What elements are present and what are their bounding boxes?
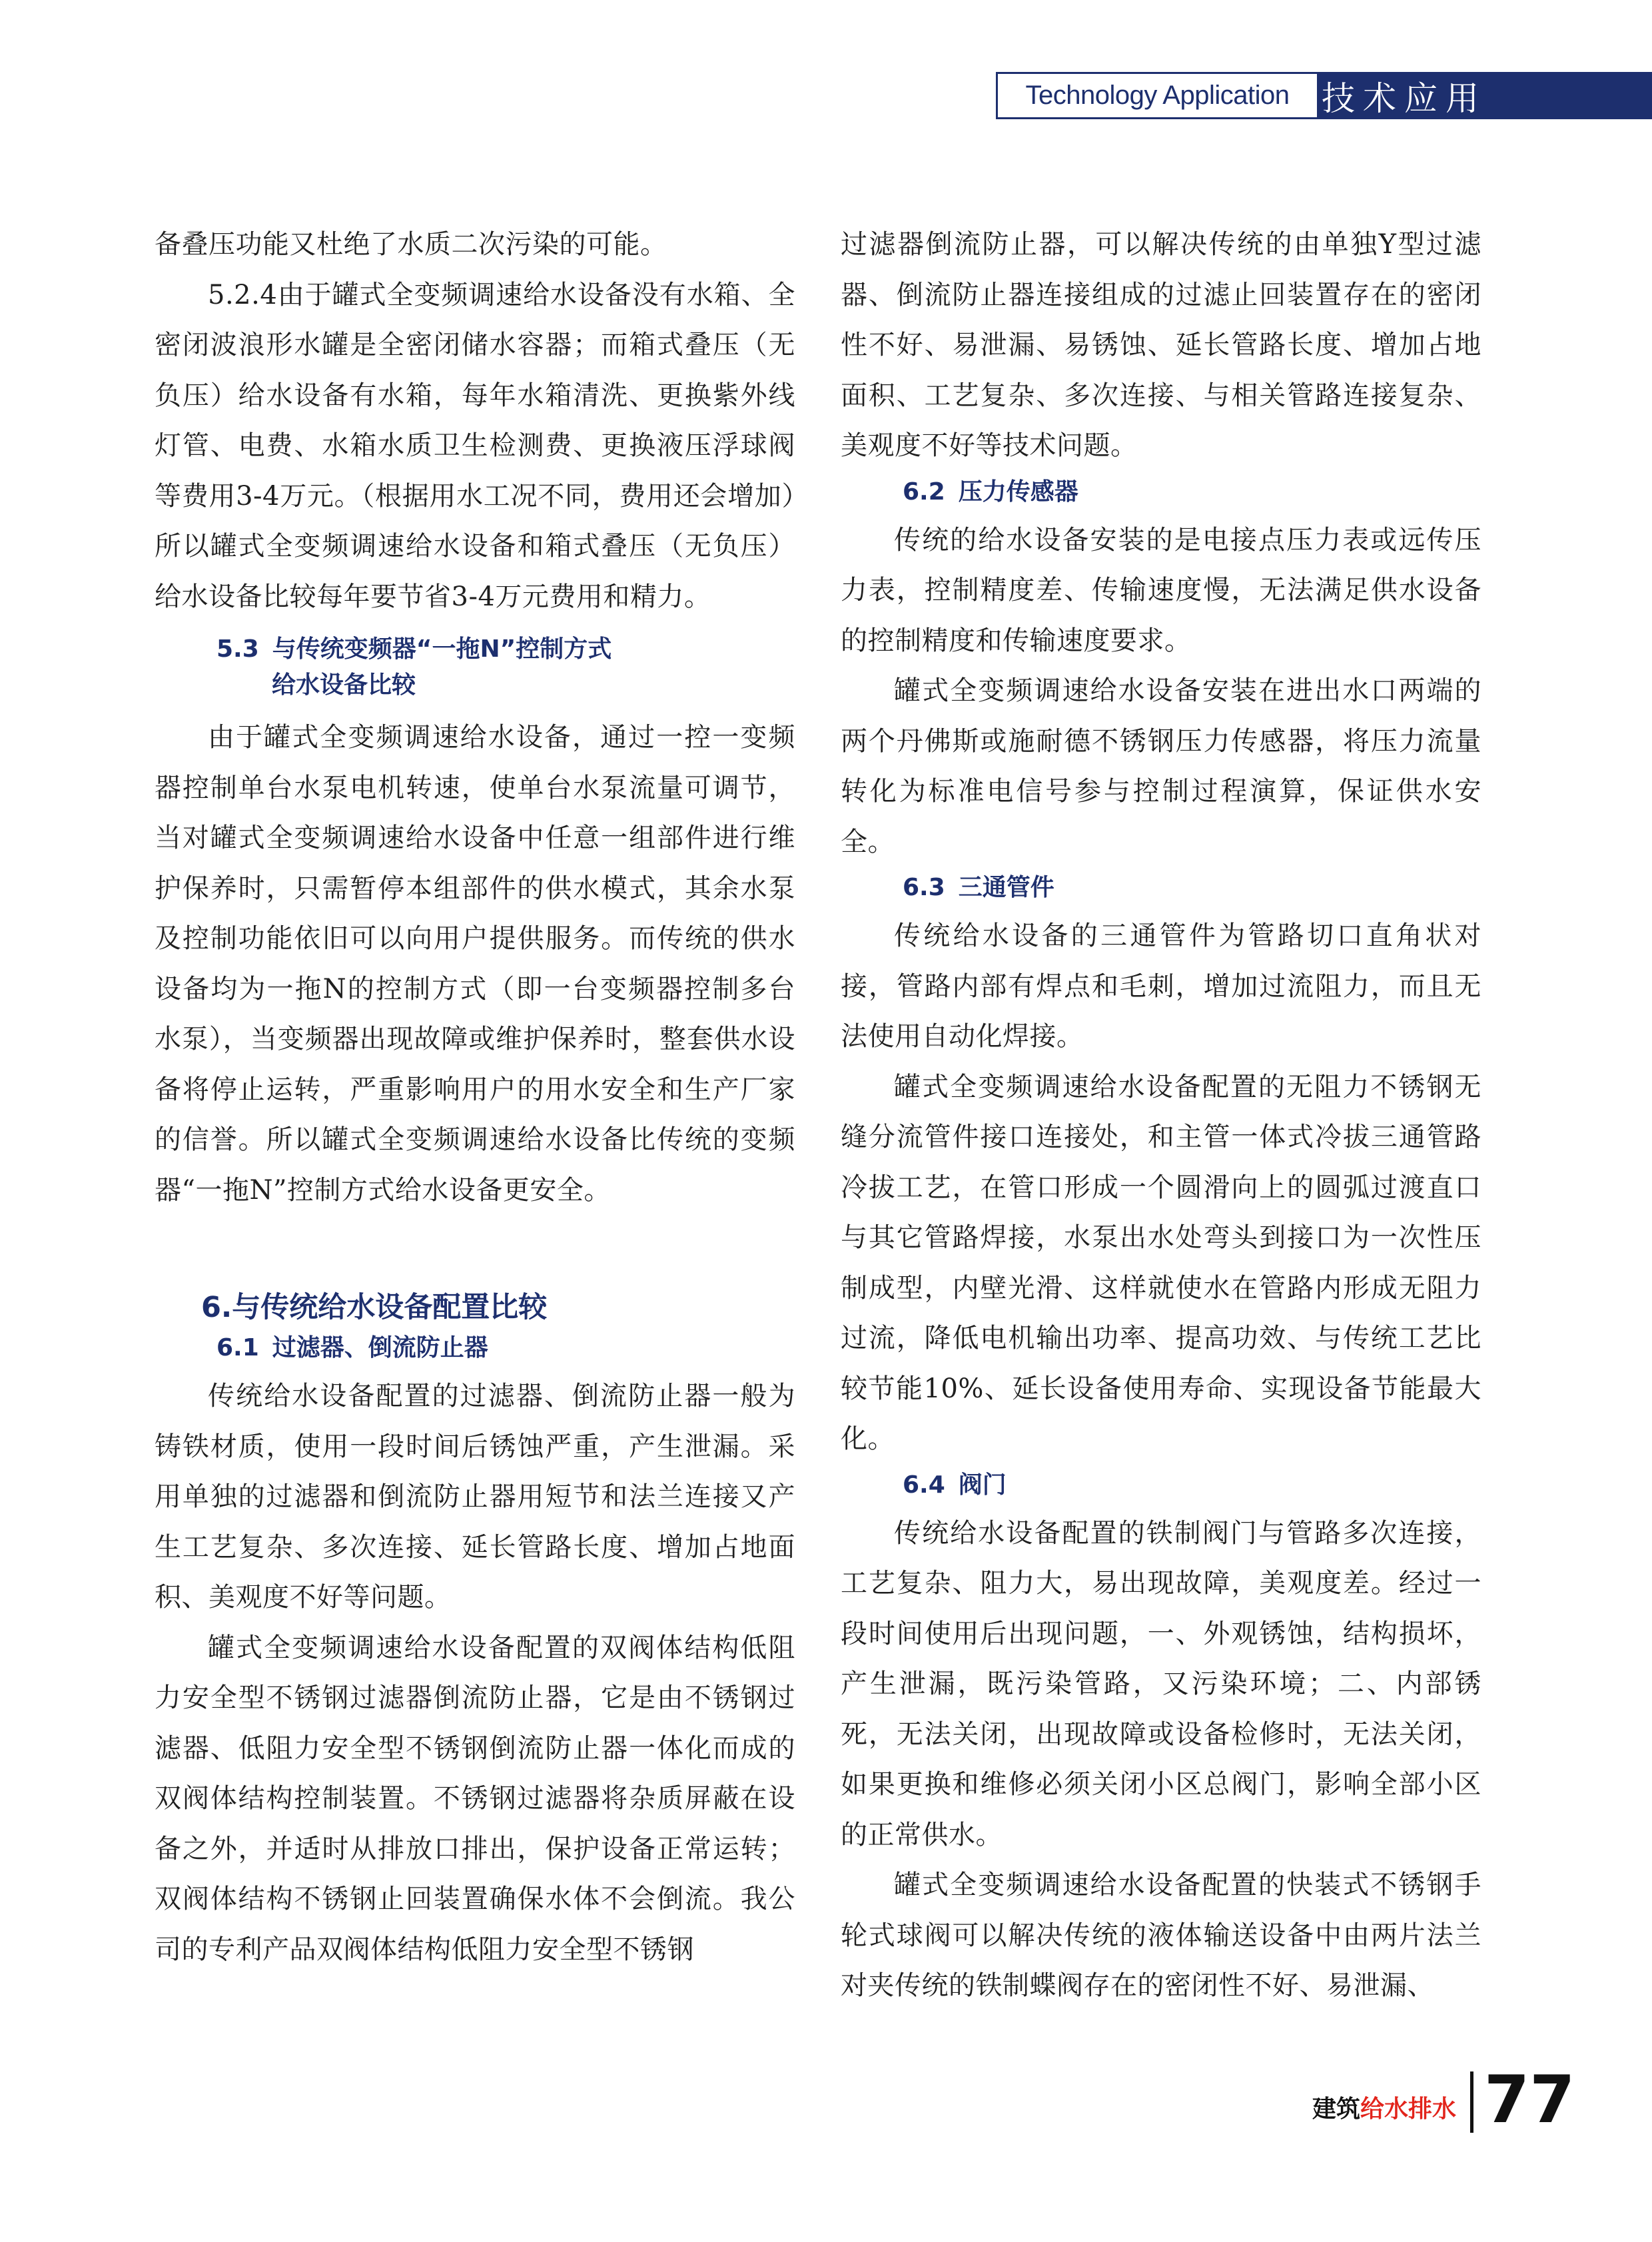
- paragraph: 罐式全变频调速给水设备配置的双阀体结构低阻力安全型不锈钢过滤器倒流防止器，它是由不锈钢过滤器、低阻力安全型不锈钢倒流防止器一体化而成的双阀体结构控制装置。不锈钢过滤器将杂质屏蔽在设备之外，并适时从排放口排出，保护设备正常运转；双阀体结构不锈钢止回装置确保水体不会倒流。我公司的专利产品双阀体结构低阻力安全型不锈钢: [155, 1632, 795, 1965]
- heading-text: 阀门: [958, 1471, 1007, 1499]
- heading-text: 三通管件: [958, 874, 1054, 901]
- right-column: [841, 220, 1481, 2012]
- heading-number: 5.3: [216, 635, 259, 663]
- paragraph: 由于罐式全变频调速给水设备，通过一控一变频器控制单台水泵电机转速，使单台水泵流量可调节，当对罐式全变频调速给水设备中任意一组部件进行维护保养时，只需暂停本组部件的供水模式，其余水泵及控制功能依旧可以向用户提供服务。而传统的供水设备均为一拖N的控制方式（即一台变频器控制多台水泵），当变频器出现故障或维护保养时，整套供水设备将停止运转，严重影响用户的用水安全和生产厂家的信誉。所以罐式全变频调速给水设备比传统的变频器“一拖N”控制方式给水设备更安全。: [155, 722, 795, 1206]
- heading-text: 与传统给水设备配置比较: [232, 1291, 548, 1324]
- journal-logo: 建筑给水排水: [1312, 2095, 1457, 2123]
- heading-number: 6.4: [903, 1471, 945, 1499]
- left-column: [155, 220, 795, 1975]
- subsection-heading: [903, 870, 1481, 906]
- paragraph: 罐式全变频调速给水设备配置的快装式不锈钢手轮式球阀可以解决传统的液体输送设备中由两片法兰对夹传统的铁制蝶阀存在的密闭性不好、易泄漏、: [841, 1870, 1481, 2001]
- header-section-en: Technology Application: [996, 72, 1319, 119]
- paragraph: 传统给水设备配置的过滤器、倒流防止器一般为铸铁材质，使用一段时间后锈蚀严重，产生泄漏。采用单独的过滤器和倒流防止器用短节和法兰连接又产生工艺复杂、多次连接、延长管路长度、增加占地面积、美观度不好等问题。: [155, 1381, 795, 1613]
- heading-number: 6.3: [903, 874, 945, 901]
- paragraph: 过滤器倒流防止器，可以解决传统的由单独Y型过滤器、倒流防止器连接组成的过滤止回装置存在的密闭性不好、易泄漏、易锈蚀、延长管路长度、增加占地面积、工艺复杂、多次连接、与相关管路连接复杂、美观度不好等技术问题。: [841, 229, 1481, 461]
- paragraph: 备叠压功能又杜绝了水质二次污染的可能。: [155, 229, 667, 260]
- header-section-zh: 技术应用: [1319, 72, 1652, 119]
- heading-number: 6.1: [216, 1334, 259, 1361]
- footer-divider: [1470, 2071, 1473, 2133]
- subsection-heading: [903, 474, 1481, 510]
- paragraph: 传统给水设备的三通管件为管路切口直角状对接，管路内部有焊点和毛刺，增加过流阻力，而且无法使用自动化焊接。: [841, 921, 1481, 1052]
- paragraph: 5.2.4由于罐式全变频调速给水设备没有水箱、全密闭波浪形水罐是全密闭储水容器；而箱式叠压（无负压）给水设备有水箱，每年水箱清洗、更换紫外线灯管、电费、水箱水质卫生检测费、更换液压浮球阀等费用3-4万元。（根据用水工况不同，费用还会增加）所以罐式全变频调速给水设备和箱式叠压（无负压）给水设备比较每年要节省3-4万元费用和精力。: [155, 279, 795, 612]
- heading-text-continued: 给水设备比较: [272, 671, 416, 699]
- page-number: 77: [1484, 2062, 1575, 2138]
- paragraph: 传统给水设备配置的铁制阀门与管路多次连接，工艺复杂、阻力大，易出现故障，美观度差。经过一段时间使用后出现问题，一、外观锈蚀，结构损坏，产生泄漏，既污染管路，又污染环境；二、内部锈死，无法关闭，出现故障或设备检修时，无法关闭，如果更换和维修必须关闭小区总阀门，影响全部小区的正常供水。: [841, 1517, 1481, 1850]
- section-spacer: [155, 1216, 795, 1288]
- subsection-heading: [216, 631, 795, 703]
- paragraph: 传统的给水设备安装的是电接点压力表或远传压力表，控制精度差、传输速度慢，无法满足供水设备的控制精度和传输速度要求。: [841, 524, 1481, 656]
- paragraph: 罐式全变频调速给水设备配置的无阻力不锈钢无缝分流管件接口连接处，和主管一体式冷拔三通管路冷拔工艺，在管口形成一个圆滑向上的圆弧过渡直口与其它管路焊接，水泵出水处弯头到接口为一次性压制成型，内壁光滑、这样就使水在管路内形成无阻力过流，降低电机输出功率、提高功效、与传统工艺比较节能10%、延长设备使用寿命、实现设备节能最大化。: [841, 1071, 1481, 1454]
- subsection-heading: [903, 1467, 1481, 1503]
- subsection-heading: [216, 1330, 795, 1366]
- section-heading: [201, 1288, 795, 1327]
- heading-text: 与传统变频器“一拖N”控制方式: [272, 635, 612, 663]
- heading-number: 6.: [201, 1291, 232, 1324]
- heading-text: 过滤器、倒流防止器: [272, 1334, 488, 1361]
- heading-number: 6.2: [903, 478, 945, 506]
- paragraph: 罐式全变频调速给水设备安装在进出水口两端的两个丹佛斯或施耐德不锈钢压力传感器，将压力流量转化为标准电信号参与控制过程演算，保证供水安全。: [841, 675, 1481, 857]
- heading-text: 压力传感器: [958, 478, 1078, 506]
